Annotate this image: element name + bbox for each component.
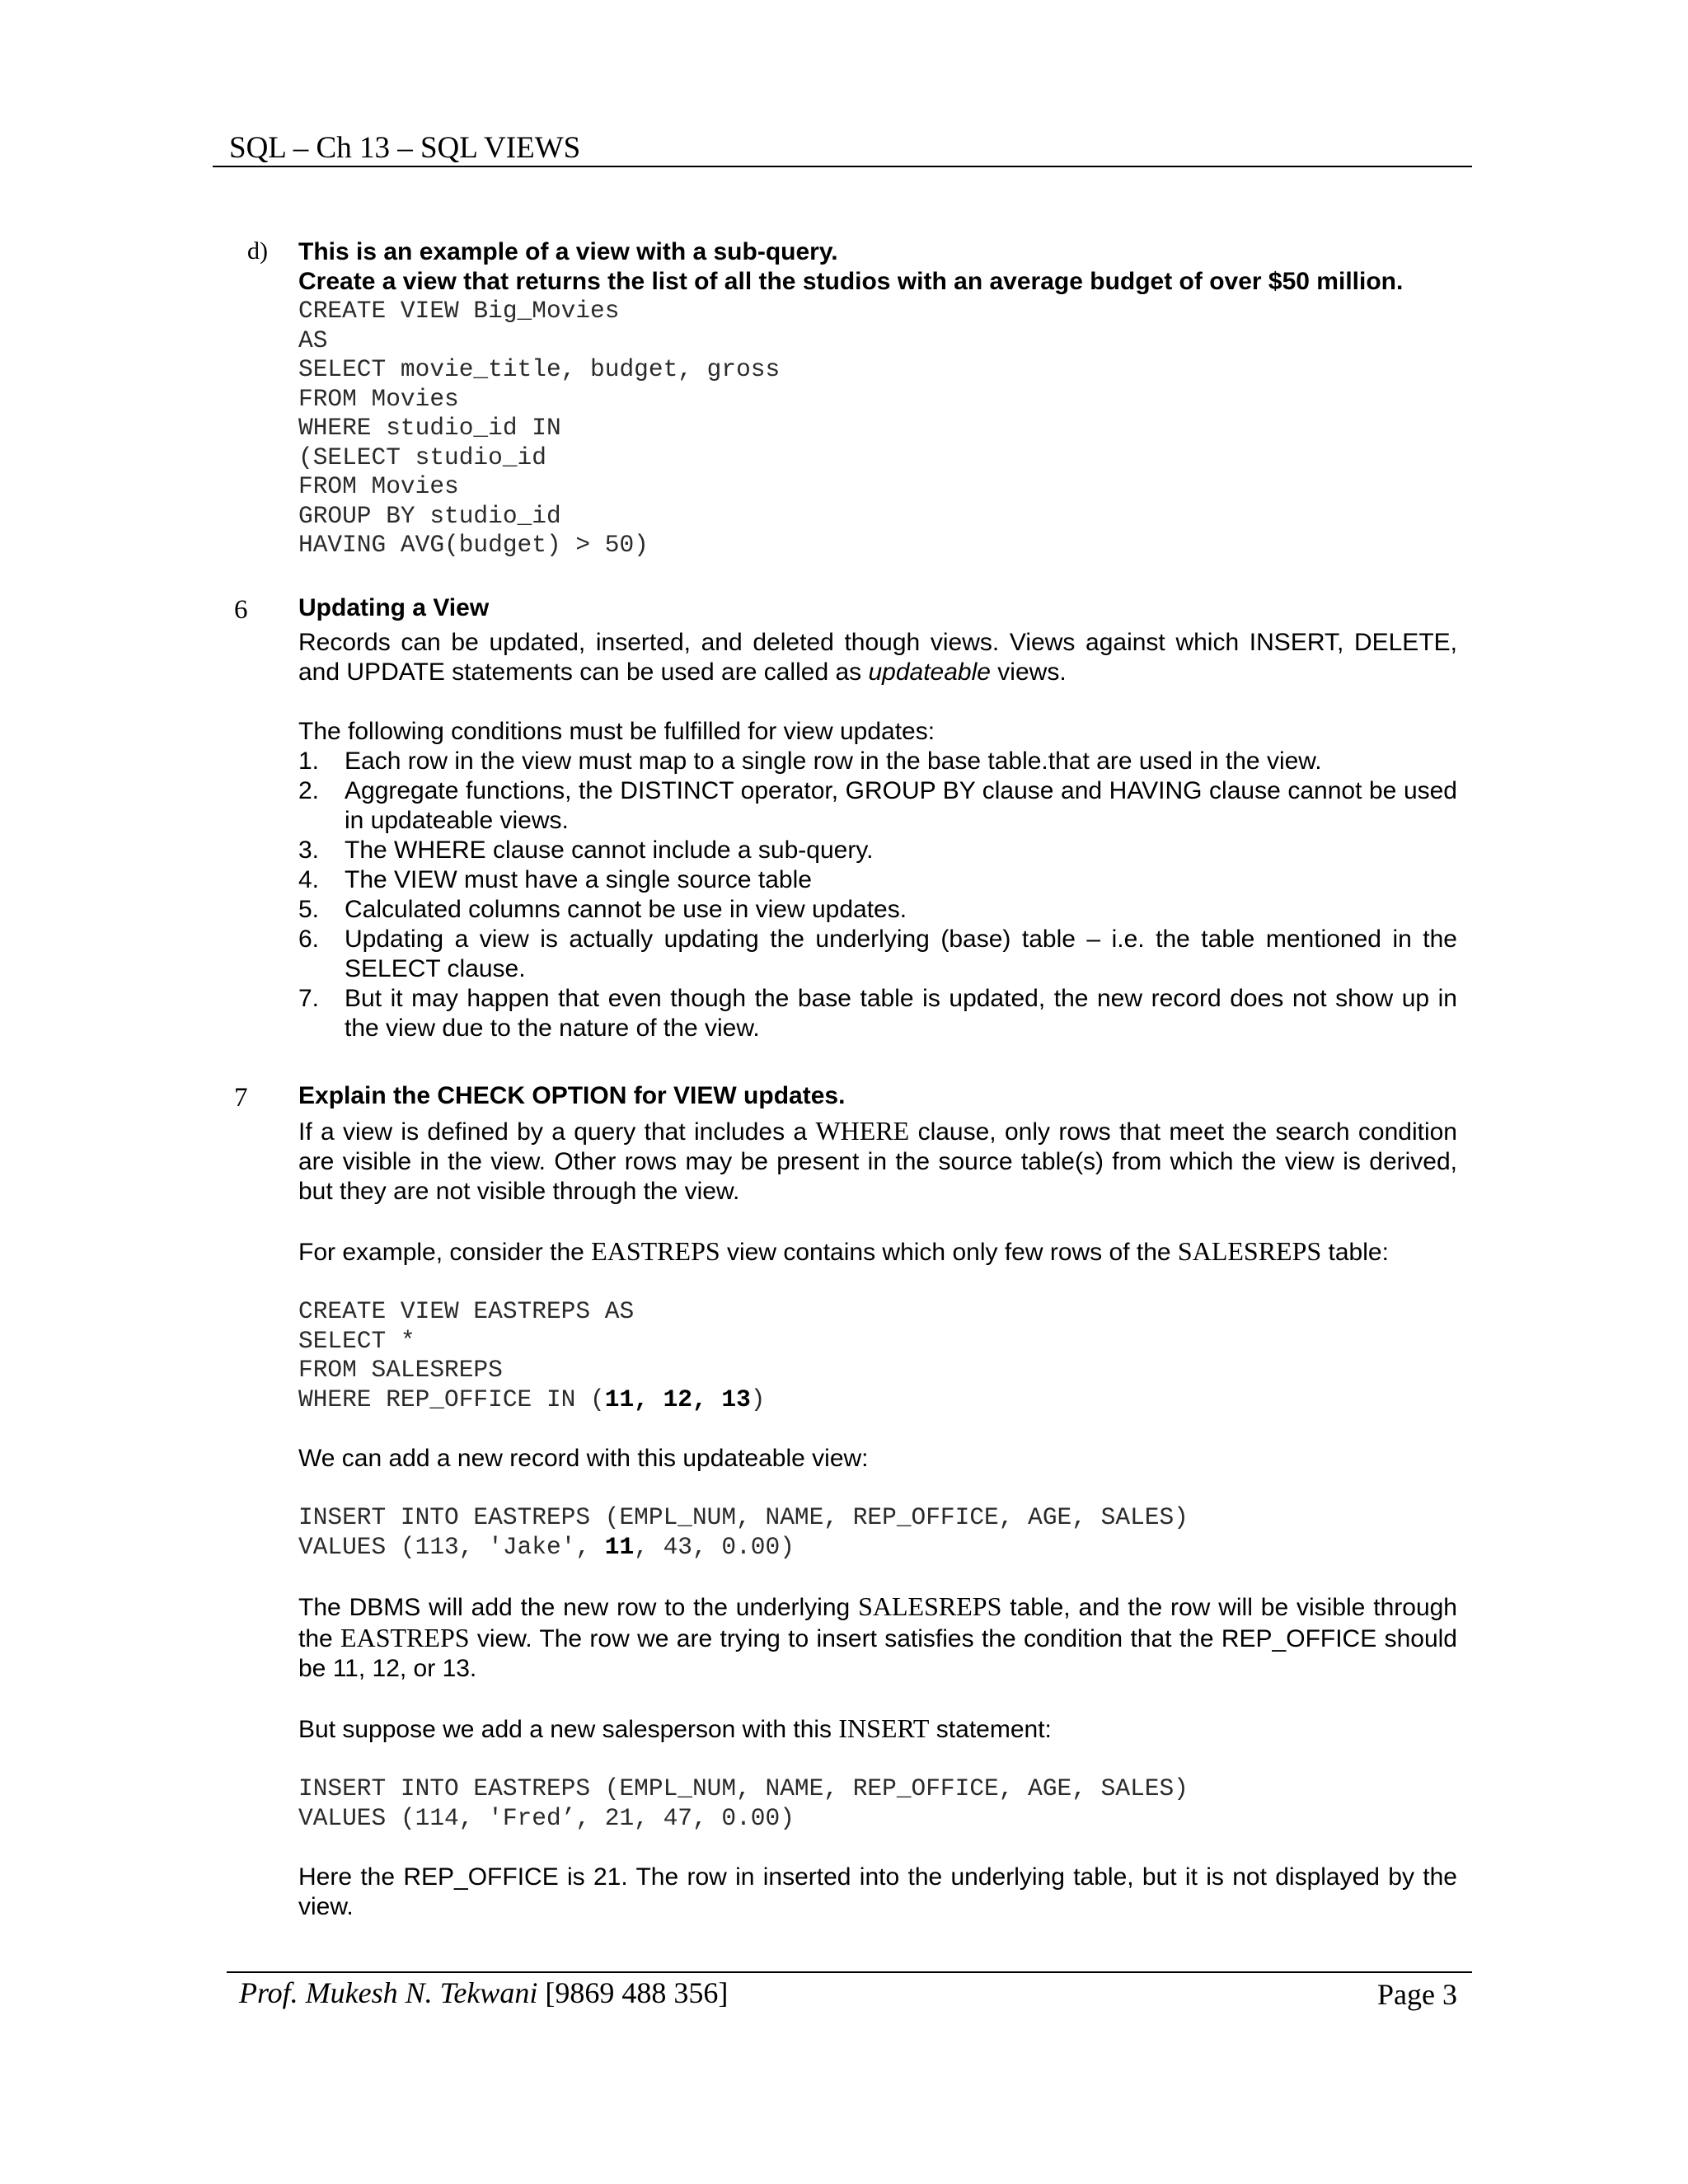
code-line: GROUP BY studio_id (298, 501, 561, 530)
section-6 (298, 593, 1457, 1043)
code-line: AS (298, 326, 328, 354)
section-d (298, 237, 1457, 560)
conditions-list (298, 747, 1457, 1043)
list-item: 1. Each row in the view must map to a single row in the base table.that are used in the view. (298, 748, 1322, 775)
page-header-title: SQL – Ch 13 – SQL VIEWS (229, 131, 581, 165)
section-7-heading: Explain the CHECK OPTION for VIEW updates. (298, 1082, 846, 1109)
footer-author: Prof. Mukesh N. Tekwani [9869 488 356] (239, 1976, 729, 2009)
code-line: (SELECT studio_id (298, 443, 546, 471)
page-number: Page 3 (1377, 1978, 1457, 2011)
section-d-code-block (298, 297, 1457, 560)
example-paragraph: For example, consider the EASTREPS view contains which only few rows of the SALESREPS table: (298, 1236, 1389, 1266)
conditions-intro: The following conditions must be fulfilled for view updates: (298, 718, 935, 745)
code-line: CREATE VIEW Big_Movies (298, 297, 620, 325)
list-item: 2. Aggregate functions, the DISTINCT operator, GROUP BY clause and HAVING clause cannot be used in updateable views. (298, 777, 1457, 834)
list-item: 6. Updating a view is actually updating the underlying (base) table – i.e. the table mentioned in the SELECT clause. (298, 926, 1457, 982)
check-option-paragraph: If a view is defined by a query that includes a WHERE clause, only rows that meet the search condition are visible in the view. Other rows may be present in the source table(s) from which the view is derived, but they are not visible through the view. (298, 1116, 1457, 1205)
conclusion-paragraph: Here the REP_OFFICE is 21. The row in inserted into the underlying table, but it is not displayed by the view. (298, 1863, 1457, 1920)
list-item: 7. But it may happen that even though the base table is updated, the new record does not show up in the view due to the nature of the view. (298, 985, 1457, 1042)
list-item: 5. Calculated columns cannot be use in view updates. (298, 896, 907, 923)
section-6-heading: Updating a View (298, 594, 490, 621)
section-7-marker: 7 (234, 1083, 248, 1113)
section-d-heading-1: This is an example of a view with a sub-query. (298, 238, 838, 265)
dbms-paragraph: The DBMS will add the new row to the underlying SALESREPS table, and the row will be visible through the EASTREPS view. The row we are trying to insert satisfies the condition that the REP_OFFICE should be 11, 12, or 13. (298, 1591, 1457, 1682)
code-line: HAVING AVG(budget) > 50) (298, 531, 649, 559)
list-item: 4. The VIEW must have a single source table (298, 866, 812, 893)
section-7 (298, 1081, 1457, 1922)
section-6-marker: 6 (234, 595, 248, 625)
section-d-heading-2: Create a view that returns the list of all the studios with an average budget of over $50 million. (298, 268, 1404, 295)
code-line: SELECT movie_title, budget, gross (298, 355, 781, 383)
section-6-paragraph: Records can be updated, inserted, and deleted though views. Views against which INSERT, DELETE, and UPDATE statements can be used are called as updateable views. (298, 629, 1457, 686)
section-d-marker: d) (247, 237, 268, 265)
insert-fred-code-block: INSERT INTO EASTREPS (EMPL_NUM, NAME, REP_OFFICE, AGE, SALES) VALUES (114, 'Fred’, 21, 47, 0.00) (298, 1774, 1189, 1832)
code-line: FROM Movies (298, 384, 459, 413)
code-line: WHERE studio_id IN (298, 414, 561, 442)
list-item: 3. The WHERE clause cannot include a sub-query. (298, 837, 874, 864)
add-record-paragraph: We can add a new record with this updateable view: (298, 1445, 869, 1472)
code-line: FROM Movies (298, 472, 459, 500)
header-divider (213, 166, 1472, 167)
suppose-paragraph: But suppose we add a new salesperson with this INSERT statement: (298, 1713, 1052, 1743)
footer-divider (227, 1971, 1472, 1973)
create-view-code-block: CREATE VIEW EASTREPS AS SELECT * FROM SALESREPS WHERE REP_OFFICE IN (11, 12, 13) (298, 1297, 766, 1413)
insert-jake-code-block: INSERT INTO EASTREPS (EMPL_NUM, NAME, REP_OFFICE, AGE, SALES) VALUES (113, 'Jake', 11, 43, 0.00) (298, 1503, 1189, 1561)
